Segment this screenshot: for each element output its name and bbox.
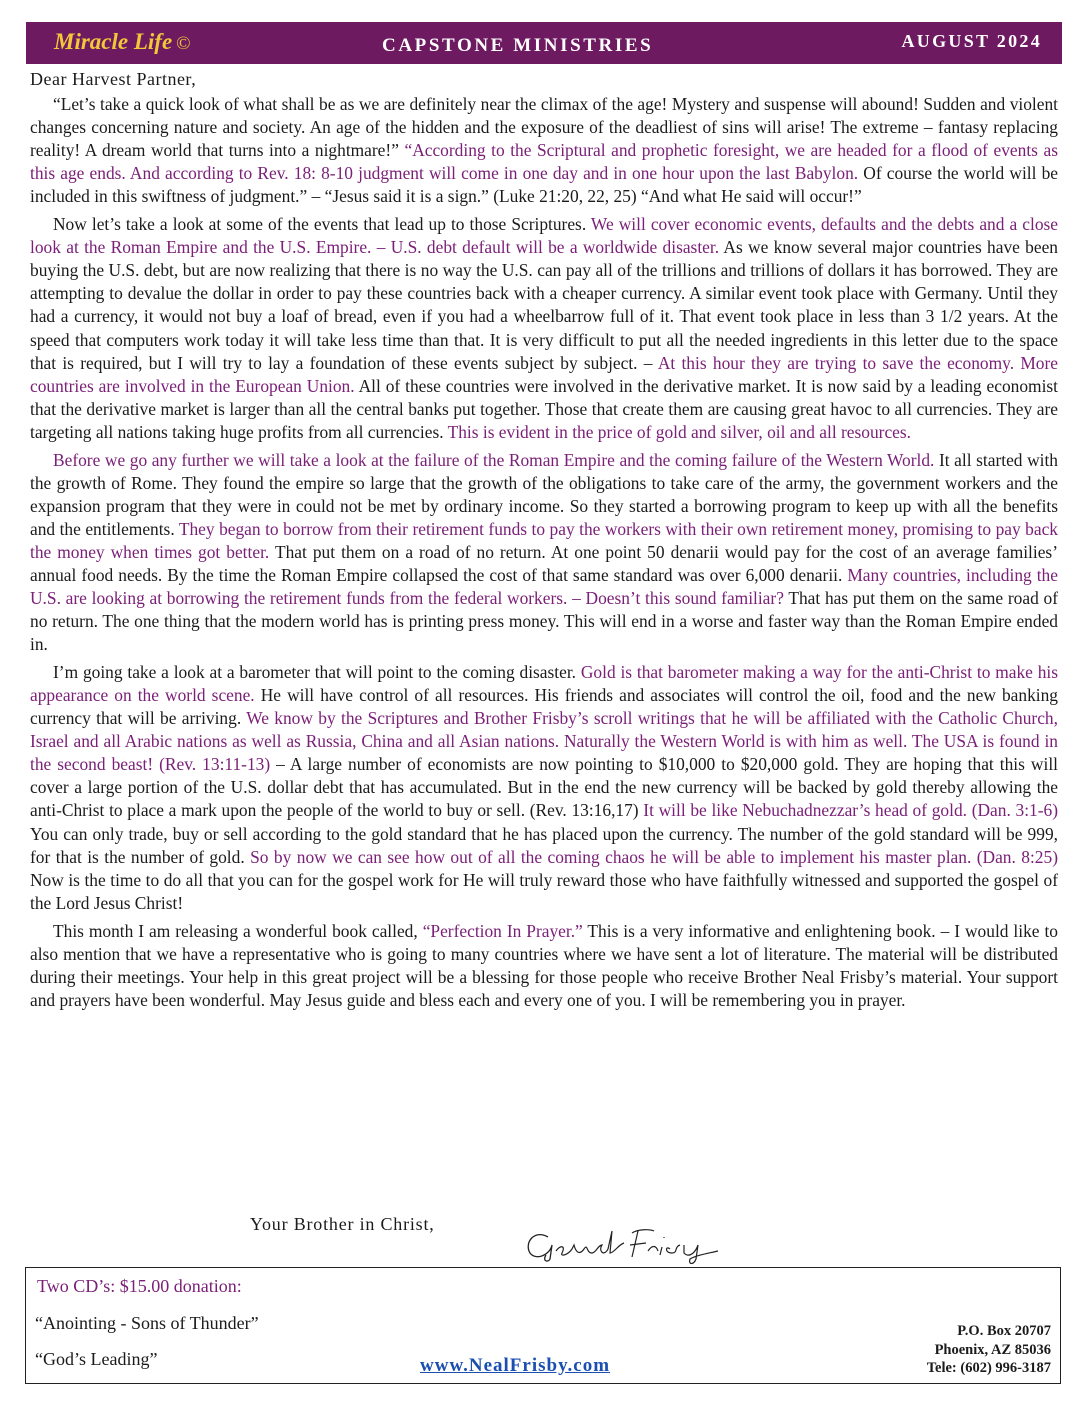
highlighted-text: Gold is that barometer making a way for the anti-Christ to make his appearance on the world scene. — [30, 662, 1059, 706]
signature-stroke-frisby — [630, 1230, 718, 1264]
brand-logo — [54, 29, 191, 55]
paragraph-3 — [30, 449, 1058, 656]
body-text: “Let’s take a quick look of what shall be as we are definitely near the climax of the age! Mystery and suspense will abound! Sudden and violent changes concerning nature and society. An age of the hidden and the exposure of the deadliest of sins will arise! The extreme – fantasy replacing reality! A dream world that turns into a nightmare!” — [30, 94, 1058, 161]
cd-title-2: “God’s Leading” — [35, 1349, 158, 1369]
closing: Your Brother in Christ, — [250, 1214, 435, 1234]
paragraph-2 — [30, 213, 1058, 443]
body-text: All of these countries were involved in the derivative market. It is now said by a leading economist that the derivative market is larger than all the central banks put together. Those that create them are causing great havoc to all currencies. They are targeting all nations taking huge profits from all currencies. — [30, 375, 1058, 442]
body-text: He will have control of all resources. His friends and associates will control the oil, food and the new banking currency that will be arriving. — [30, 685, 1058, 729]
highlighted-text: Before we go any further we will take a look at the failure of the Roman Empire and the coming failure of the Western World. — [53, 449, 935, 470]
body-text: I’m going take a look at a barometer that will point to the coming disaster. — [53, 662, 581, 683]
body-text: – A large number of economists are now pointing to $10,000 to $20,000 gold. They are hoping that this will cover a large portion of the U.S. dollar debt that has accumulated. But in the end the new currency will be backed by gold thereby allowing the anti-Christ to place a mark upon the people of the world to buy or sell. (Rev. 13:16,17) — [30, 754, 1058, 821]
signature-image — [520, 1223, 730, 1265]
highlighted-text: So by now we can see how out of all the coming chaos he will be able to implement his master plan. (Dan. 8:25) — [250, 846, 1058, 867]
paragraph-5 — [30, 920, 1058, 1012]
highlighted-text: They began to borrow from their retirement funds to pay the workers with their own retirement money, promising to pay back the money when times got better. — [30, 518, 1058, 562]
body-text: Now let’s take a look at some of the events that lead up to those Scriptures. — [53, 214, 591, 235]
highlighted-text: “According to the Scriptural and prophetic foresight, we are headed for a flood of events as this age ends. And according to Rev. 18: 8-10 judgment will come in one day and in one hour upon the last Babylon. — [30, 140, 1058, 184]
signature-stroke-g — [528, 1235, 552, 1261]
organization-name: CAPSTONE MINISTRIES — [382, 35, 654, 56]
po-box: P.O. Box 20707 — [957, 1323, 1051, 1339]
cd-title-1: “Anointing - Sons of Thunder” — [35, 1313, 259, 1333]
paragraph-1 — [30, 93, 1058, 208]
highlighted-text: We will cover economic events, defaults and the debts and a close look at the Roman Empire and the U.S. Empire. – U.S. debt default will be a worldwide disaster. — [30, 214, 1058, 258]
cd-offer-title: Two CD’s: $15.00 donation: — [37, 1276, 242, 1296]
brand-name: Miracle Life — [54, 29, 173, 54]
highlighted-text: We know by the Scriptures and Brother Frisby’s scroll writings that he will be affiliated with the Catholic Church, Israel and all Arabic nations as well as Russia, China and all Asian nations. Naturally the Western World is with him as well. The USA is found in the second beast! (Rev. 13:11-13) — [30, 708, 1058, 775]
body-text: That has put them on the same road of no return. The one thing that the modern world has is printing press money. This will end in a worse and faster way than the Roman Empire ended in. — [30, 588, 1058, 655]
letter-body — [30, 66, 1058, 1017]
body-text: Of course the world will be included in this swiftness of judgment.” – “Jesus said it is a sign.” (Luke 21:20, 22, 25) “And what He said will occur!” — [30, 163, 1058, 207]
body-text: That put them on a road of no return. At one point 50 denarii would pay for the cost of an average families’ annual food needs. By the time the Roman Empire collapsed the cost of that same standard was over 6,000 denarii. — [30, 541, 1058, 585]
paragraph-4 — [30, 661, 1058, 915]
copyright-symbol: © — [176, 33, 191, 54]
highlighted-text: At this hour they are trying to save the economy. More countries are involved in the European Union. — [30, 352, 1058, 396]
city-state-zip: Phoenix, AZ 85036 — [934, 1341, 1051, 1358]
body-text: Now is the time to do all that you can for the gospel work for He will truly reward those who have faithfully witnessed and supported the gospel of the Lord Jesus Christ! — [30, 869, 1058, 913]
highlighted-text: “Perfection In Prayer.” — [422, 920, 583, 941]
salutation: Dear Harvest Partner, — [30, 69, 197, 89]
issue-date: AUGUST 2024 — [901, 31, 1042, 51]
header-banner — [26, 22, 1062, 64]
highlighted-text: Many countries, including the U.S. are looking at borrowing the retirement funds from the federal workers. – Doesn’t this sound familiar? — [30, 564, 1058, 609]
body-text: This is a very informative and enlightening book. – I would like to also mention that we have a representative who is going to many countries where we have sent a lot of literature. The material will be distributed during their meetings. Your help in this great project will be a blessing for those people who receive Brother Neal Frisby’s material. Your support and prayers have been wonderful. May Jesus guide and bless each and every one of you. I will be remembering you in prayer. — [30, 920, 1058, 1010]
mailing-address — [927, 1322, 1051, 1378]
body-text: As we know several major countries have been buying the U.S. debt, but are now realizing that there is no way the U.S. can pay all of the trillions and trillions of dollars it has borrowed. They are attempting to devalue the dollar in order to pay these countries back with a cheaper currency. A similar event took place with Germany. Until they had a currency, it would not buy a loaf of bread, even if you had a wheelbarrow full of it. That event took place in less than 3 1/2 years. At the speed that computers work today it will take less time than that. It is very difficult to put all the needed ingredients in this letter due to the space that is required, but I will try to lay a foundation of these events subject by subject. – — [30, 237, 1058, 373]
website-link[interactable]: www.NealFrisby.com — [420, 1355, 611, 1376]
body-text: It all started with the growth of Rome. They found the empire so large that the growth of the obligations to take care of the army, the government workers and the expansion program that they were in could not be met by ordinary income. So they started a borrowing program to keep up with all the benefits and the entitlements. — [30, 449, 1058, 539]
body-text: This month I am releasing a wonderful book called, — [53, 920, 423, 941]
signature-stroke-erald — [556, 1231, 624, 1255]
phone-number: Tele: (602) 996-3187 — [926, 1360, 1051, 1376]
body-text: You can only trade, buy or sell according to the gold standard that he has placed upon the currency. The number of the gold standard will be 999, for that is the number of gold. — [30, 823, 1058, 867]
highlighted-text: It will be like Nebuchadnezzar’s head of gold. (Dan. 3:1-6) — [643, 800, 1059, 821]
highlighted-text: This is evident in the price of gold and silver, oil and all resources. — [447, 421, 912, 442]
offer-box — [25, 1267, 1061, 1384]
